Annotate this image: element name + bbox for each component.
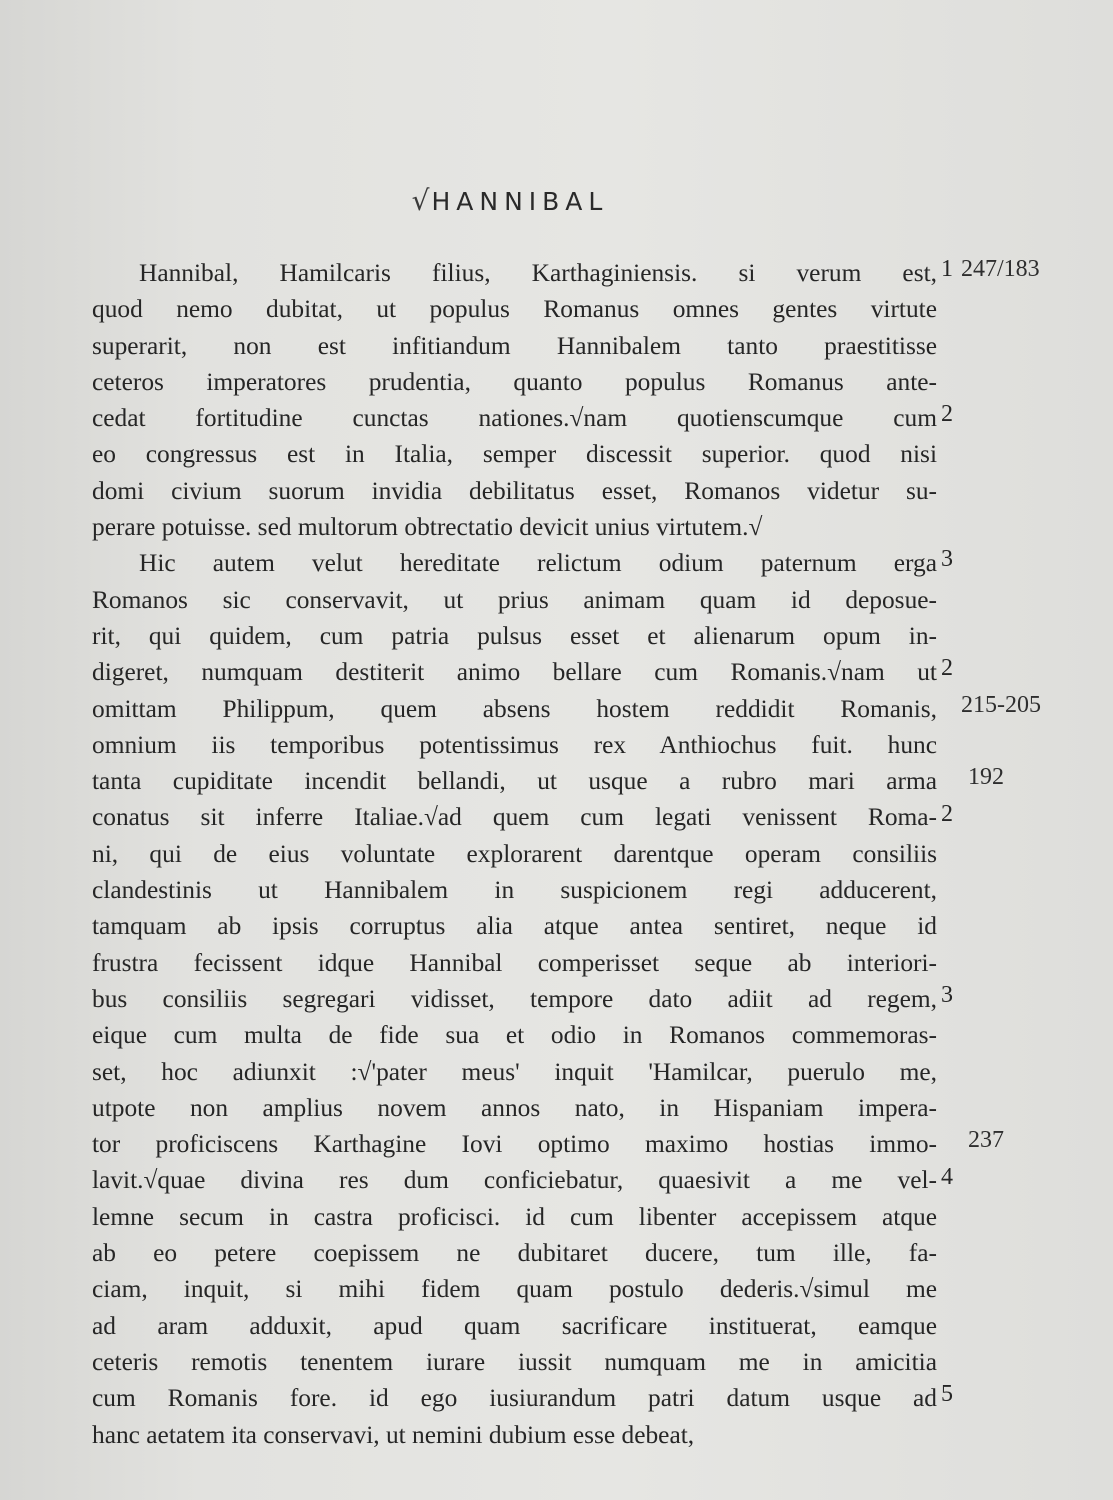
text-line: lavit.√quae divina res dum conficiebatur, quaesivit a me vel- bbox=[92, 1166, 937, 1195]
text-line: rit, qui quidem, cum patria pulsus esset et alienarum opum in- bbox=[92, 621, 937, 650]
check-mark-icon: √ bbox=[411, 184, 430, 217]
title-text: HANNIBAL bbox=[431, 187, 609, 216]
body-text bbox=[92, 255, 937, 1453]
text-line: omnium iis temporibus potentissimus rex Anthiochus fuit. hunc bbox=[92, 730, 937, 759]
section-number: 4 bbox=[941, 1163, 953, 1190]
text-line: frustra fecissent idque Hannibal comperisset seque ab interiori- bbox=[92, 948, 937, 977]
text-line: set, hoc adiunxit :√'pater meus' inquit 'Hamilcar, puerulo me, bbox=[92, 1057, 937, 1086]
text-line: tor proficiscens Karthagine Iovi optimo maximo hostias immo- bbox=[92, 1130, 937, 1159]
text-line: tamquam ab ipsis corruptus alia atque antea sentiret, neque id bbox=[92, 912, 937, 941]
section-number: 2 bbox=[941, 401, 953, 428]
section-number: 2 bbox=[941, 800, 953, 827]
text-line: cedat fortitudine cunctas nationes.√nam quotienscumque cum bbox=[92, 404, 937, 433]
text-line: omittam Philippum, quem absens hostem reddidit Romanis, bbox=[92, 694, 937, 723]
text-line: hanc aetatem ita conservavi, ut nemini dubium esse debeat, bbox=[92, 1420, 695, 1449]
text-line: conatus sit inferre Italiae.√ad quem cum legati venissent Roma- bbox=[92, 803, 937, 832]
date-note: 215-205 bbox=[961, 691, 1041, 718]
section-number: 5 bbox=[941, 1381, 953, 1408]
text-line: ceteris remotis tenentem iurare iussit numquam me in amicitia bbox=[92, 1347, 937, 1376]
text-line: clandestinis ut Hannibalem in suspicionem regi adducerent, bbox=[92, 876, 937, 905]
text-line: bus consiliis segregari vidisset, tempore dato adiit ad regem, bbox=[92, 984, 937, 1013]
text-line: ab eo petere coepissem ne dubitaret ducere, tum ille, fa- bbox=[92, 1239, 937, 1268]
text-line: utpote non amplius novem annos nato, in Hispaniam impera- bbox=[92, 1093, 937, 1122]
text-line: eo congressus est in Italia, semper discessit superior. quod nisi bbox=[92, 440, 937, 469]
text-line: cum Romanis fore. id ego iusiurandum patri datum usque ad bbox=[92, 1384, 937, 1413]
text-line: domi civium suorum invidia debilitatus esset, Romanos videtur su- bbox=[92, 476, 937, 505]
date-note: 247/183 bbox=[961, 256, 1040, 282]
section-number: 3 bbox=[941, 546, 953, 573]
section-number: 2 bbox=[941, 655, 953, 682]
text-line: ni, qui de eius voluntate explorarent darentque operam consiliis bbox=[92, 839, 937, 868]
text-line: quod nemo dubitat, ut populus Romanus omnes gentes virtute bbox=[92, 295, 937, 324]
text-line: tanta cupiditate incendit bellandi, ut usque a rubro mari arma bbox=[92, 767, 937, 796]
text-line: eique cum multa de fide sua et odio in Romanos commemoras- bbox=[92, 1021, 937, 1050]
text-line: Hannibal, Hamilcaris filius, Karthaginiensis. si verum est, bbox=[139, 259, 937, 287]
section-number: 3 bbox=[941, 982, 953, 1008]
text-line: ciam, inquit, si mihi fidem quam postulo dederis.√simul me bbox=[92, 1275, 937, 1304]
text-line: Hic autem velut hereditate relictum odium paternum erga bbox=[139, 549, 937, 578]
page-title bbox=[0, 184, 1020, 217]
text-line: lemne secum in castra proficisci. id cum libenter accepissem atque bbox=[92, 1202, 937, 1231]
text-line: ad aram adduxit, apud quam sacrificare instituerat, eamque bbox=[92, 1311, 937, 1340]
text-line: Romanos sic conservavit, ut prius animam quam id deposue- bbox=[92, 585, 937, 614]
text-line: perare potuisse. sed multorum obtrectatio devicit unius virtutem.√ bbox=[92, 513, 763, 542]
text-line: ceteros imperatores prudentia, quanto populus Romanus ante- bbox=[92, 367, 937, 396]
text-line: digeret, numquam destiterit animo bellare cum Romanis.√nam ut bbox=[92, 658, 937, 687]
section-number: 1 bbox=[941, 256, 953, 282]
text-line: superarit, non est infitiandum Hannibalem tanto praestitisse bbox=[92, 331, 937, 360]
date-note: 237 bbox=[968, 1127, 1004, 1154]
date-note: 192 bbox=[968, 764, 1004, 791]
